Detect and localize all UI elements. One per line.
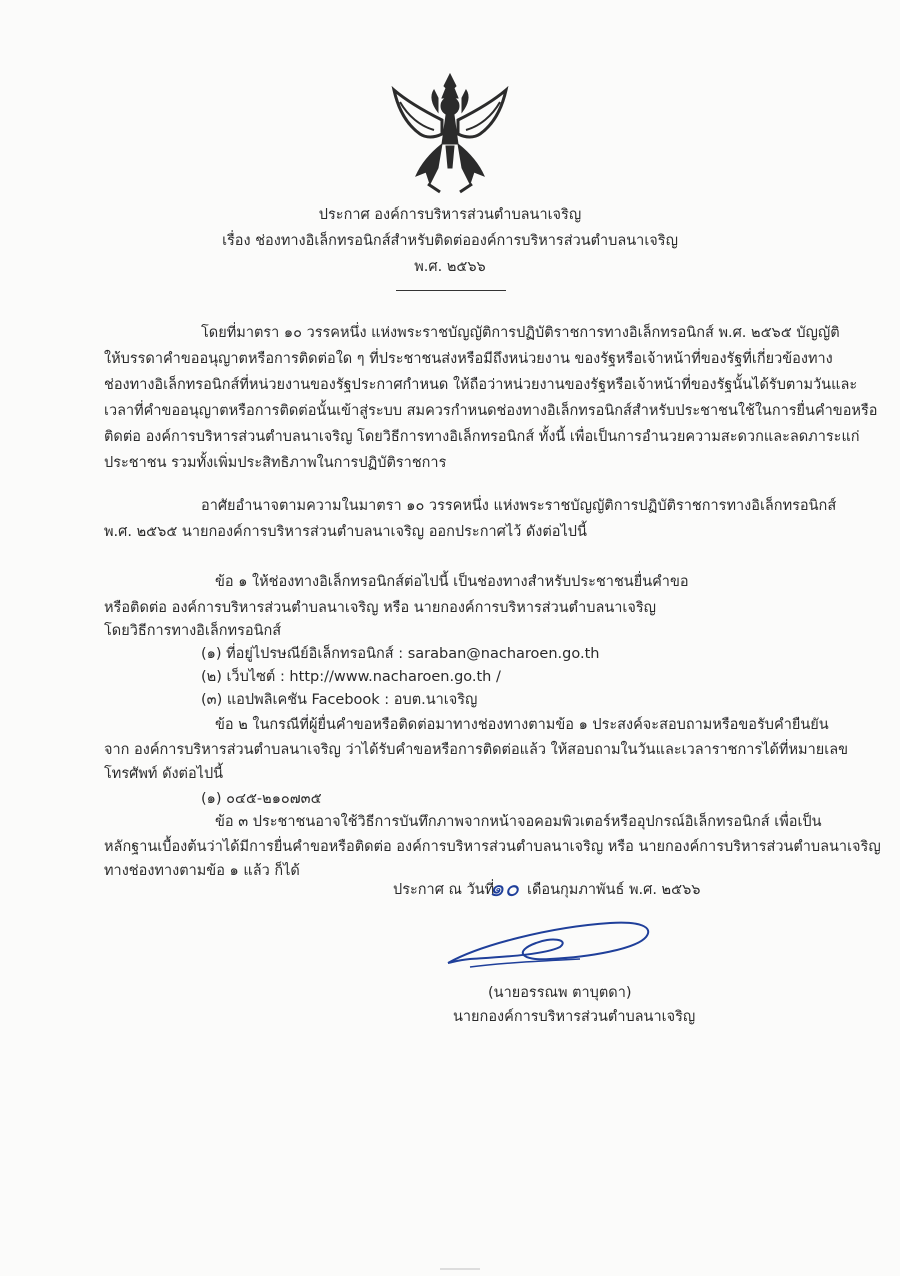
paragraph-line: เวลาที่คำขออนุญาตหรือการติดต่อนั้นเข้าสู่ระบบ สมควรกำหนดช่องทางอิเล็กทรอนิกส์สำหรับประชาชนใช้ในการยื่นคำขอหรือ <box>104 403 878 419</box>
signer-name: (นายอรรณพ ตาบุตดา) <box>488 985 632 1001</box>
date-suffix: เดือนกุมภาพันธ์ พ.ศ. ๒๕๖๖ <box>527 882 701 898</box>
date-prefix: ประกาศ ณ วันที่ <box>393 882 495 898</box>
paragraph-line: อาศัยอำนาจตามความในมาตรา ๑๐ วรรคหนึ่ง แห่งพระราชบัญญัติการปฏิบัติราชการทางอิเล็กทรอนิกส์ <box>201 498 837 514</box>
clause-1-line: ข้อ ๑ ให้ช่องทางอิเล็กทรอนิกส์ต่อไปนี้ เป็นช่องทางสำหรับประชาชนยื่นคำขอ <box>215 574 689 590</box>
paragraph-line: ติดต่อ องค์การบริหารส่วนตำบลนาเจริญ โดยวิธีการทางอิเล็กทรอนิกส์ ทั้งนี้ เพื่อเป็นการอำนวยความสะดวกและลดภาระแก่ <box>104 429 860 445</box>
announcement-subject: เรื่อง ช่องทางอิเล็กทรอนิกส์สำหรับติดต่อองค์การบริหารส่วนตำบลนาเจริญ <box>222 233 678 249</box>
signer-title: นายกองค์การบริหารส่วนตำบลนาเจริญ <box>453 1009 696 1025</box>
clause-2-line: จาก องค์การบริหารส่วนตำบลนาเจริญ ว่าได้รับคำขอหรือการติดต่อแล้ว ให้สอบถามในวันและเวลาราชการได้ที่หมายเลข <box>104 742 848 758</box>
paragraph-line: ประชาชน รวมทั้งเพิ่มประสิทธิภาพในการปฏิบัติราชการ <box>104 455 447 471</box>
clause-1-line: หรือติดต่อ องค์การบริหารส่วนตำบลนาเจริญ หรือ นายกองค์การบริหารส่วนตำบลนาเจริญ <box>104 600 656 616</box>
scan-mark <box>440 1268 480 1270</box>
clause-3-line: หลักฐานเบื้องต้นว่าได้มีการยื่นคำขอหรือติดต่อ องค์การบริหารส่วนตำบลนาเจริญ หรือ นายกองค์การบริหารส่วนตำบลนาเจริญ <box>104 839 881 855</box>
channel-email: (๑) ที่อยู่ไปรษณีย์อิเล็กทรอนิกส์ : saraban@nacharoen.go.th <box>201 646 600 662</box>
title-divider <box>396 290 506 291</box>
channel-website: (๒) เว็บไซต์ : http://www.nacharoen.go.th / <box>201 669 501 685</box>
clause-2-line: ข้อ ๒ ในกรณีที่ผู้ยื่นคำขอหรือติดต่อมาทางช่องทางตามข้อ ๑ ประสงค์จะสอบถามหรือขอรับคำยืนยัน <box>215 717 829 733</box>
announcement-title: ประกาศ องค์การบริหารส่วนตำบลนาเจริญ <box>318 207 582 223</box>
phone-number: (๑) ๐๔๕-๒๑๐๗๓๕ <box>201 791 322 807</box>
paragraph-line: ให้บรรดาคำขออนุญาตหรือการติดต่อใด ๆ ที่ประชาชนส่งหรือมีถึงหน่วยงาน ของรัฐหรือเจ้าหน้าที่ของรัฐที่เกี่ยวข้องทาง <box>104 351 833 367</box>
clause-3-line: ข้อ ๓ ประชาชนอาจใช้วิธีการบันทึกภาพจากหน้าจอคอมพิวเตอร์หรืออุปกรณ์อิเล็กทรอนิกส์ เพื่อเป็น <box>215 814 822 830</box>
paragraph-line: ช่องทางอิเล็กทรอนิกส์ที่หน่วยงานของรัฐประกาศกำหนด ให้ถือว่าหน่วยงานของรัฐหรือเจ้าหน้าที่ของรัฐนั้นได้รับตามวันและ <box>104 377 858 393</box>
clause-1-line: โดยวิธีการทางอิเล็กทรอนิกส์ <box>104 623 282 639</box>
announcement-year: พ.ศ. ๒๕๖๖ <box>414 259 486 275</box>
paragraph-line: พ.ศ. ๒๕๖๕ นายกองค์การบริหารส่วนตำบลนาเจริญ ออกประกาศไว้ ดังต่อไปนี้ <box>104 524 587 540</box>
clause-2-line: โทรศัพท์ ดังต่อไปนี้ <box>104 766 224 782</box>
paragraph-line: โดยที่มาตรา ๑๐ วรรคหนึ่ง แห่งพระราชบัญญัติการปฏิบัติราชการทางอิเล็กทรอนิกส์ พ.ศ. ๒๕๖๕ บัญญัติ <box>201 325 840 341</box>
garuda-emblem-icon <box>386 72 514 194</box>
channel-facebook: (๓) แอปพลิเคชัน Facebook : อบต.นาเจริญ <box>201 692 478 708</box>
handwritten-signature-icon <box>440 905 665 975</box>
date-day-handwritten: ๑๐ <box>489 874 519 902</box>
clause-3-line: ทางช่องทางตามข้อ ๑ แล้ว ก็ได้ <box>104 863 300 879</box>
